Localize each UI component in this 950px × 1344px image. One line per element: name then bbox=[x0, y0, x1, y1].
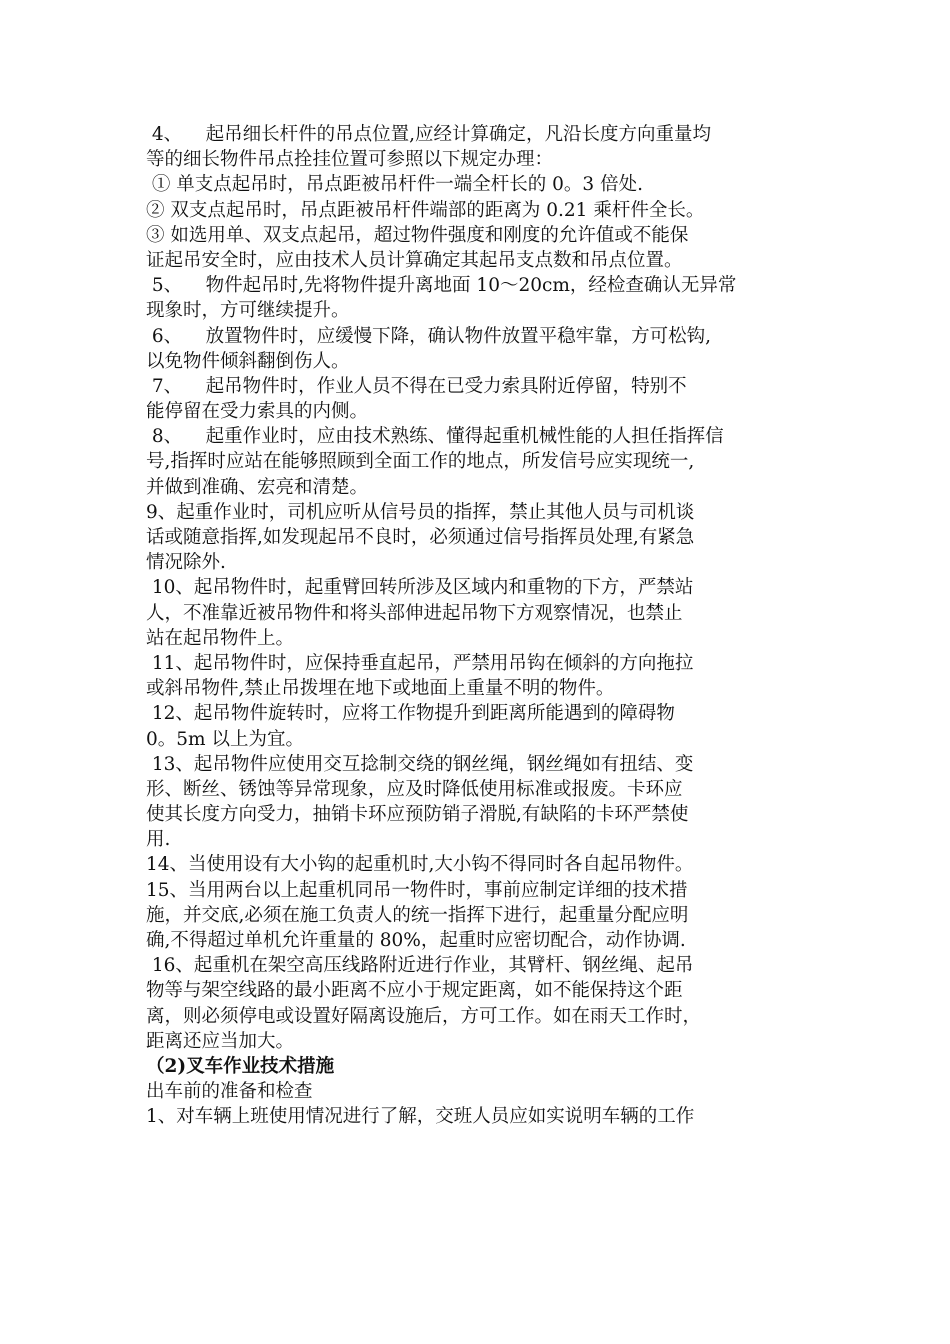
text-line: ③ 如选用单、双支点起吊，超过物件强度和刚度的允许值或不能保 bbox=[146, 224, 689, 246]
text-line: 现象时，方可继续提升。 bbox=[146, 300, 350, 322]
text-line: 15、当用两台以上起重机同吊一物件时，事前应制定详细的技术措 bbox=[146, 879, 688, 901]
text-line: 8、 起重作业时，应由技术熟练、懂得起重机械性能的人担任指挥信 bbox=[146, 426, 724, 448]
text-line: 话或随意指挥,如发现起吊不良时，必须通过信号指挥员处理,有紧急 bbox=[146, 527, 695, 548]
text-line: 出车前的准备和检查 bbox=[146, 1081, 313, 1103]
text-line: 4、 起吊细长杆件的吊点位置,应经计算确定，凡沿长度方向重量均 bbox=[146, 124, 712, 145]
document-body bbox=[146, 122, 826, 1130]
text-line: 12、起吊物件旋转时，应将工作物提升到距离所能遇到的障碍物 bbox=[146, 703, 675, 725]
text-line: 13、起吊物件应使用交互捻制交绕的钢丝绳，钢丝绳如有扭结、变 bbox=[146, 753, 694, 775]
text-line: 形、断丝、锈蚀等异常现象，应及时降低使用标准或报废。卡环应 bbox=[146, 778, 683, 800]
text-line: 或斜吊物件,禁止吊拨埋在地下或地面上重量不明的物件。 bbox=[146, 678, 615, 700]
text-line: 以免物件倾斜翻倒伤人。 bbox=[146, 350, 350, 372]
text-line: 11、起吊物件时，应保持垂直起吊，严禁用吊钩在倾斜的方向拖拉 bbox=[146, 652, 694, 674]
text-line: 10、起吊物件时，起重臂回转所涉及区域内和重物的下方，严禁站 bbox=[146, 577, 694, 599]
text-line: 5、 物件起吊时,先将物件提升离地面 10～20cm，经检查确认无异常 bbox=[146, 275, 737, 297]
text-line: 等的细长物件吊点拴挂位置可参照以下规定办理： bbox=[146, 149, 554, 171]
text-line: 人，不准靠近被吊物件和将头部伸进起吊物下方观察情况，也禁止 bbox=[146, 602, 683, 624]
text-line: 站在起吊物件上。 bbox=[146, 627, 295, 649]
text-line: 用. bbox=[146, 829, 171, 851]
text-line: 9、起重作业时，司机应听从信号员的指挥，禁止其他人员与司机谈 bbox=[146, 501, 695, 523]
text-line: 6、 放置物件时，应缓慢下降，确认物件放置平稳牢靠，方可松钩, bbox=[146, 325, 712, 347]
text-line: 0。5m 以上为宜。 bbox=[146, 728, 304, 750]
text-line: 情况除外. bbox=[146, 552, 226, 574]
text-line: ② 双支点起吊时，吊点距被吊杆件端部的距离为 0.21 乘杆件全长。 bbox=[146, 199, 705, 221]
text-line: 证起吊安全时，应由技术人员计算确定其起吊支点数和吊点位置。 bbox=[146, 249, 683, 271]
text-line: ① 单支点起吊时，吊点距被吊杆件一端全杆长的 0。3 倍处. bbox=[146, 174, 643, 196]
text-line: 号,指挥时应站在能够照顾到全面工作的地点，所发信号应实现统一, bbox=[146, 451, 695, 473]
text-line: 物等与架空线路的最小距离不应小于规定距离，如不能保持这个距 bbox=[146, 980, 683, 1002]
text-line: 并做到准确、宏亮和清楚。 bbox=[146, 476, 369, 498]
text-line: 离，则必须停电或设置好隔离设施后，方可工作。如在雨天工作时， bbox=[146, 1005, 702, 1027]
text-line: 能停留在受力索具的内侧。 bbox=[146, 401, 369, 423]
text-line: 16、起重机在架空高压线路附近进行作业，其臂杆、钢丝绳、起吊 bbox=[146, 955, 694, 977]
text-line: 14、当使用设有大小钩的起重机时,大小钩不得同时各自起吊物件。 bbox=[146, 854, 694, 876]
text-line: 1、对车辆上班使用情况进行了解，交班人员应如实说明车辆的工作 bbox=[146, 1106, 695, 1128]
text-line: 7、 起吊物件时，作业人员不得在已受力索具附近停留，特别不 bbox=[146, 375, 687, 397]
text-line: 距离还应当加大。 bbox=[146, 1030, 295, 1052]
text-line: 确,不得超过单机允许重量的 80%，起重时应密切配合，动作协调. bbox=[146, 930, 686, 951]
section-heading: （2)叉车作业技术措施 bbox=[146, 1055, 335, 1077]
text-line: 使其长度方向受力，抽销卡环应预防销子滑脱,有缺陷的卡环严禁使 bbox=[146, 804, 689, 826]
text-line: 施，并交底,必须在施工负责人的统一指挥下进行，起重量分配应明 bbox=[146, 904, 689, 926]
